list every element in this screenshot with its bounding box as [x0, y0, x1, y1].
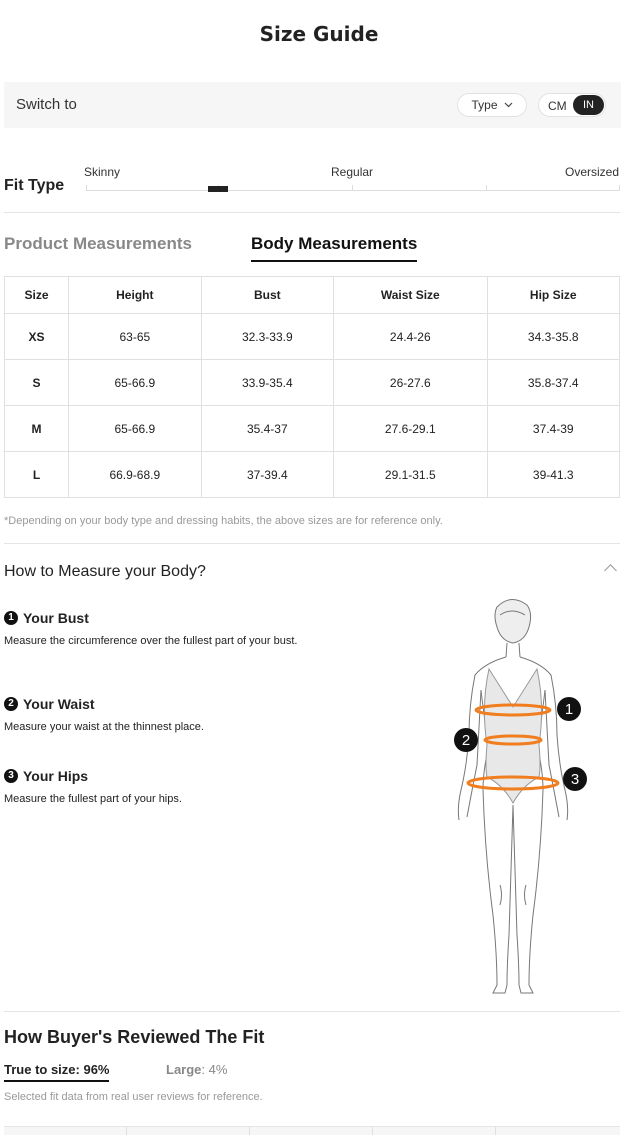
table-row: [5, 406, 620, 452]
step-title: Your Bust: [23, 610, 89, 626]
col-header-height: Height: [69, 277, 201, 314]
height-cell: 63-65: [69, 314, 201, 360]
height-cell: 66.9-68.9: [69, 452, 201, 498]
step-title: Your Hips: [23, 768, 89, 784]
divider: [4, 1011, 620, 1012]
table-row: [5, 452, 620, 498]
waist-cell: 27.6-29.1: [334, 406, 487, 452]
figure-label-3: 3: [570, 771, 580, 788]
table-row: [5, 360, 620, 406]
type-dropdown[interactable]: [457, 93, 527, 117]
hip-cell: 34.3-35.8: [487, 314, 620, 360]
step-bust-title: [4, 610, 89, 626]
waist-cell: 24.4-26: [334, 314, 487, 360]
step-bust-desc: Measure the circumference over the fullest part of your bust.: [4, 635, 298, 647]
large-value: : 4%: [201, 1062, 228, 1077]
reviews-note: Selected fit data from real user reviews for reference.: [4, 1091, 263, 1103]
tab-body-measurements[interactable]: Body Measurements: [251, 234, 417, 262]
chevron-down-icon: [504, 102, 513, 108]
step-hips-title: [4, 768, 88, 784]
fit-type-title: Fit Type: [4, 177, 65, 194]
size-cell: M: [5, 406, 69, 452]
unit-cm-option[interactable]: CM: [548, 99, 567, 113]
chevron-up-icon[interactable]: [604, 564, 617, 577]
step-waist-title: [4, 696, 95, 712]
fit-label-skinny: Skinny: [84, 165, 121, 179]
bust-cell: 33.9-35.4: [201, 360, 333, 406]
divider: [4, 212, 620, 213]
table-header-row: [5, 277, 620, 314]
size-table: [4, 276, 620, 498]
true-to-size-tab[interactable]: True to size: 96%: [4, 1062, 109, 1082]
fit-label-regular: Regular: [331, 165, 374, 179]
hip-cell: 39-41.3: [487, 452, 620, 498]
type-label: Type: [471, 98, 498, 112]
bust-cell: 35.4-37: [201, 406, 333, 452]
divider: [4, 543, 620, 544]
size-cell: L: [5, 452, 69, 498]
waist-cell: 29.1-31.5: [334, 452, 487, 498]
step-number-icon: 1: [4, 611, 18, 625]
figure-label-1: 1: [564, 701, 574, 718]
col-header-size: Size: [5, 277, 69, 314]
waist-cell: 26-27.6: [334, 360, 487, 406]
page-title: Size Guide: [259, 22, 379, 46]
height-cell: 65-66.9: [69, 360, 201, 406]
step-title: Your Waist: [23, 696, 95, 712]
fit-marker: [208, 186, 228, 192]
height-cell: 65-66.9: [69, 406, 201, 452]
unit-toggle[interactable]: [538, 93, 606, 117]
fit-tick: [352, 185, 353, 191]
hip-cell: 35.8-37.4: [487, 360, 620, 406]
fit-scale-line: [86, 190, 620, 191]
step-waist-desc: Measure your waist at the thinnest place.: [4, 721, 204, 733]
size-cell: XS: [5, 314, 69, 360]
unit-switch-bar: [4, 82, 621, 128]
switch-label: Switch to: [16, 96, 77, 113]
tab-product-measurements[interactable]: Product Measurements: [4, 234, 192, 253]
how-to-measure-title[interactable]: How to Measure your Body?: [4, 563, 206, 580]
step-number-icon: 3: [4, 769, 18, 783]
size-cell: S: [5, 360, 69, 406]
body-measurement-figure: [445, 595, 595, 1000]
col-header-bust: Bust: [201, 277, 333, 314]
large-label: Large: [166, 1062, 202, 1077]
col-header-hip: Hip Size: [487, 277, 620, 314]
table-row: [5, 314, 620, 360]
unit-in-option[interactable]: IN: [573, 95, 604, 115]
col-header-waist: Waist Size: [334, 277, 487, 314]
fit-tick: [619, 185, 620, 191]
hip-cell: 37.4-39: [487, 406, 620, 452]
step-hips-desc: Measure the fullest part of your hips.: [4, 793, 182, 805]
step-number-icon: 2: [4, 697, 18, 711]
large-tab[interactable]: [166, 1062, 227, 1077]
reviews-title: How Buyer's Reviewed The Fit: [4, 1027, 265, 1047]
bust-cell: 37-39.4: [201, 452, 333, 498]
bust-cell: 32.3-33.9: [201, 314, 333, 360]
figure-label-2: 2: [461, 732, 471, 749]
fit-label-oversized: Oversized: [565, 165, 620, 179]
reference-note: *Depending on your body type and dressing habits, the above sizes are for reference only.: [4, 515, 443, 527]
fit-tick: [486, 185, 487, 191]
fit-tick: [86, 185, 87, 191]
